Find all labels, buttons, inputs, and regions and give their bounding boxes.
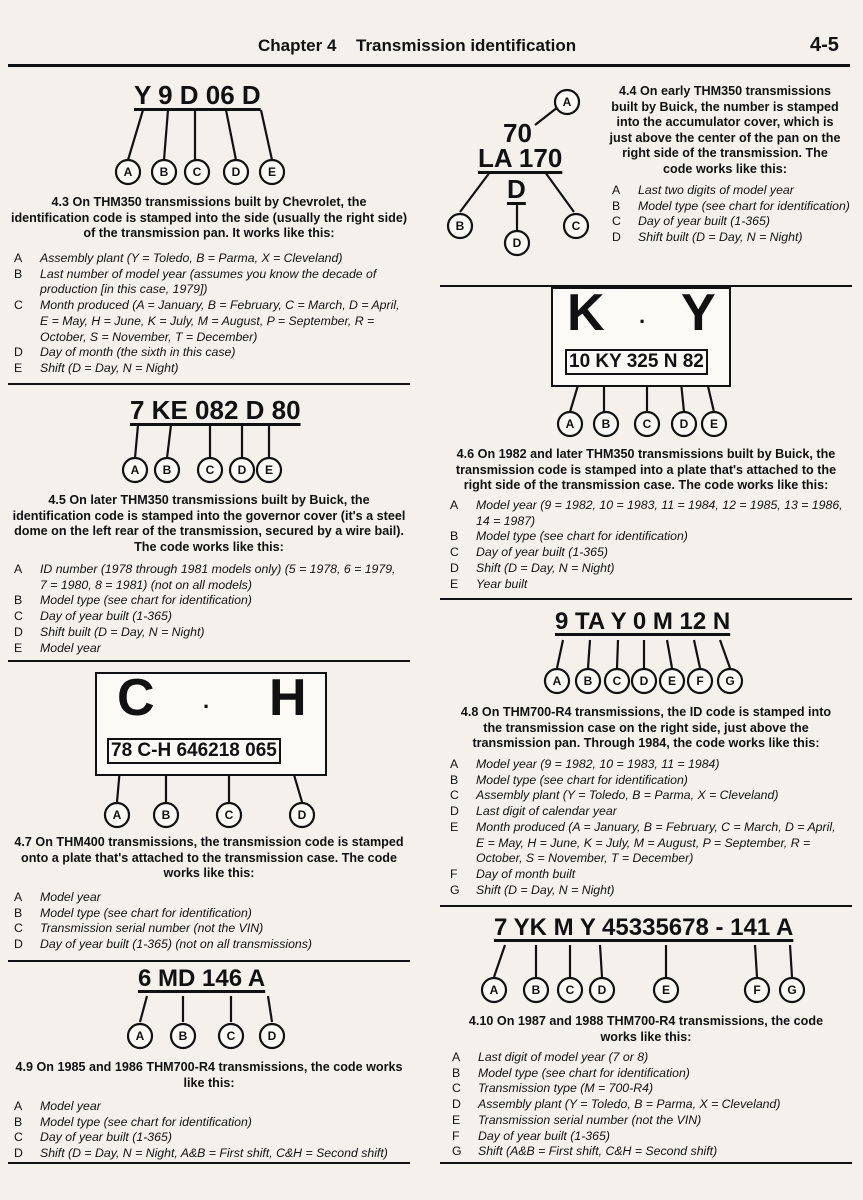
svg-text:D: D xyxy=(297,808,307,822)
caption-4-3: 4.3 On THM350 transmissions built by Chevrolet, the identification code is stamped into the side (usually the right side) of the transmission pan. It works like this: xyxy=(10,195,408,240)
svg-text:B: B xyxy=(162,463,172,477)
code-4-8: 9 TA Y 0 M 12 N xyxy=(555,608,731,635)
svg-text:C: C xyxy=(205,463,215,477)
svg-text:E: E xyxy=(667,674,677,688)
svg-text:D: D xyxy=(231,165,241,179)
caption-4-6: 4.6 On 1982 and later THM350 transmissions built by Buick, the transmission code is stamped into a plate that's attached to the right side of the transmission case. The code works like this: xyxy=(455,447,837,492)
page-number: 4-5 xyxy=(810,34,839,56)
legend-4-5: A ID number (1978 through 1981 models only) (5 = 1978, 6 = 1979, 7 = 1980, 8 = 1981) (not on all models) B Model type (see chart for identification) C Day of year built (1-365) D Shift built (D = Day, N = Night) E Model year xyxy=(14,562,396,655)
legend-4-9: A Model year B Model type (see chart for identification) C Day of year built (1-365) D Shift (D = Day, N = Night, A&B = First shift, C&H = Second shift) xyxy=(14,1099,388,1161)
svg-text:F: F xyxy=(753,983,761,997)
legend-4-7: A Model year B Model type (see chart for identification) C Transmission serial number (not the VIN) D Day of year built (1-365) (not on all transmissions) xyxy=(14,890,313,952)
svg-text:A: A xyxy=(135,1029,145,1043)
caption-4-10: 4.10 On 1987 and 1988 THM700-R4 transmissions, the code works like this: xyxy=(468,1014,824,1044)
svg-text:A: A xyxy=(562,95,572,109)
svg-text:E: E xyxy=(709,417,719,431)
svg-text:C: C xyxy=(192,165,202,179)
svg-text:B: B xyxy=(601,417,611,431)
svg-text:A: A xyxy=(489,983,499,997)
svg-text:B: B xyxy=(455,219,465,233)
svg-text:B: B xyxy=(159,165,169,179)
id-plate-4-7 xyxy=(95,669,327,776)
svg-text:E: E xyxy=(264,463,274,477)
legend-4-6: A Model year (9 = 1982, 10 = 1983, 11 = 1984, 12 = 1985, 13 = 1986, 14 = 1987) B Model type (see chart for identification) C Day of year built (1-365) D Shift (D = Day, N = Night) E Year built xyxy=(450,498,843,591)
legend-4-4: A Last two digits of model year B Model type (see chart for identification) C Day of year built (1-365) D Shift built (D = Day, N = Night) xyxy=(612,183,850,245)
code-4-5: 7 KE 082 D 80 xyxy=(130,395,301,425)
code-4-4-bot: D xyxy=(507,174,526,204)
caption-4-4: 4.4 On early THM350 transmissions built by Buick, the number is stamped into the accumulator cover, which is just above the center of the pan on the right side of the transmission. The code works like this: xyxy=(609,84,841,176)
svg-text:C: C xyxy=(612,674,622,688)
callout-circles-4-7 xyxy=(105,803,314,827)
svg-text:E: E xyxy=(661,983,671,997)
code-4-4-top: 70 xyxy=(503,118,532,148)
plate-code-strip: 78 C-H 646218 065 xyxy=(107,738,281,764)
legend-4-3: A Assembly plant (Y = Toledo, B = Parma, X = Cleveland) B Last number of model year (assumes you know the decade of production [in this case, 1979]) C Month produced (A = January, B = February, C = March, D = April, E = May, H = June, K = July, M = August, P = September, R = October, S = November, T = December) D Day of month (the sixth in this case) E Shift (D = Day, N = Night) xyxy=(14,251,400,375)
legend-4-10: A Last digit of model year (7 or 8) B Model type (see chart for identification) C Transmission type (M = 700-R4) D Assembly plant (Y = Toledo, B = Parma, X = Cleveland) E Transmission serial number (not the VIN) F Day of year built (1-365) G Shift (A&B = First shift, C&H = Second shift) xyxy=(452,1050,781,1159)
chapter-label: Chapter 4 xyxy=(258,36,337,55)
svg-text:A: A xyxy=(130,463,140,477)
code-4-9: 6 MD 146 A xyxy=(138,965,266,992)
svg-text:D: D xyxy=(237,463,247,477)
svg-text:A: A xyxy=(565,417,575,431)
svg-text:C: C xyxy=(224,808,234,822)
id-plate-4-6 xyxy=(551,284,731,387)
plate-letter-left: K xyxy=(567,284,605,342)
callout-4-3-a: A xyxy=(123,165,133,179)
svg-text:A: A xyxy=(112,808,122,822)
svg-text:D: D xyxy=(679,417,689,431)
callout-circles-4-5 xyxy=(123,458,281,482)
svg-text:D: D xyxy=(639,674,649,688)
svg-text:B: B xyxy=(178,1029,188,1043)
svg-text:B: B xyxy=(531,983,541,997)
caption-4-5: 4.5 On later THM350 transmissions built by Buick, the identification code is stamped into the governor cover (it's a steel dome on the left rear of the transmission, secured by a wire bail). The code works like this: xyxy=(12,493,406,554)
caption-4-9: 4.9 On 1985 and 1986 THM700-R4 transmissions, the code works like this: xyxy=(15,1060,403,1090)
plate-dot: · xyxy=(639,309,647,334)
legend-4-8: A Model year (9 = 1982, 10 = 1983, 11 = 1984) B Model type (see chart for identification) C Assembly plant (Y = Toledo, B = Parma, X = Cleveland) D Last digit of calendar year E Month produced (A = January, B = February, C = March, D = April, E = May, H = June, K = July, M = August, P = September, R = October, S = November, T = December) F Day of month built G Shift (D = Day, N = Night) xyxy=(450,757,836,897)
svg-text:D: D xyxy=(267,1029,277,1043)
svg-text:C: C xyxy=(565,983,575,997)
callout-circles-4-9 xyxy=(128,1024,284,1048)
svg-text:C: C xyxy=(226,1029,236,1043)
svg-text:G: G xyxy=(787,983,797,997)
code-4-4-mid: LA 170 xyxy=(478,143,563,173)
code-4-10: 7 YK M Y 45335678 - 141 A xyxy=(494,914,794,941)
svg-text:D: D xyxy=(512,236,522,250)
plate-dot: · xyxy=(203,694,211,719)
plate-letter-right: Y xyxy=(681,284,716,342)
svg-text:E: E xyxy=(267,165,277,179)
svg-text:C: C xyxy=(571,219,581,233)
plate-letter-left: C xyxy=(117,669,155,727)
caption-4-8: 4.8 On THM700-R4 transmissions, the ID code is stamped into the transmission case on the right side, just above the transmission pan. Through 1984, the code works like this: xyxy=(460,705,832,750)
svg-text:B: B xyxy=(583,674,593,688)
code-4-3: Y 9 D 06 D xyxy=(134,80,261,110)
svg-text:F: F xyxy=(696,674,704,688)
caption-4-7: 4.7 On THM400 transmissions, the transmission code is stamped onto a plate that's attached to the transmission case. The code works like this: xyxy=(14,835,404,880)
svg-text:B: B xyxy=(161,808,171,822)
svg-text:C: C xyxy=(642,417,652,431)
chapter-title: Transmission identification xyxy=(356,36,577,55)
svg-text:G: G xyxy=(725,674,735,688)
svg-text:D: D xyxy=(597,983,607,997)
plate-letter-right: H xyxy=(269,669,307,727)
plate-code-strip: 10 KY 325 N 82 xyxy=(565,349,708,375)
svg-text:A: A xyxy=(552,674,562,688)
